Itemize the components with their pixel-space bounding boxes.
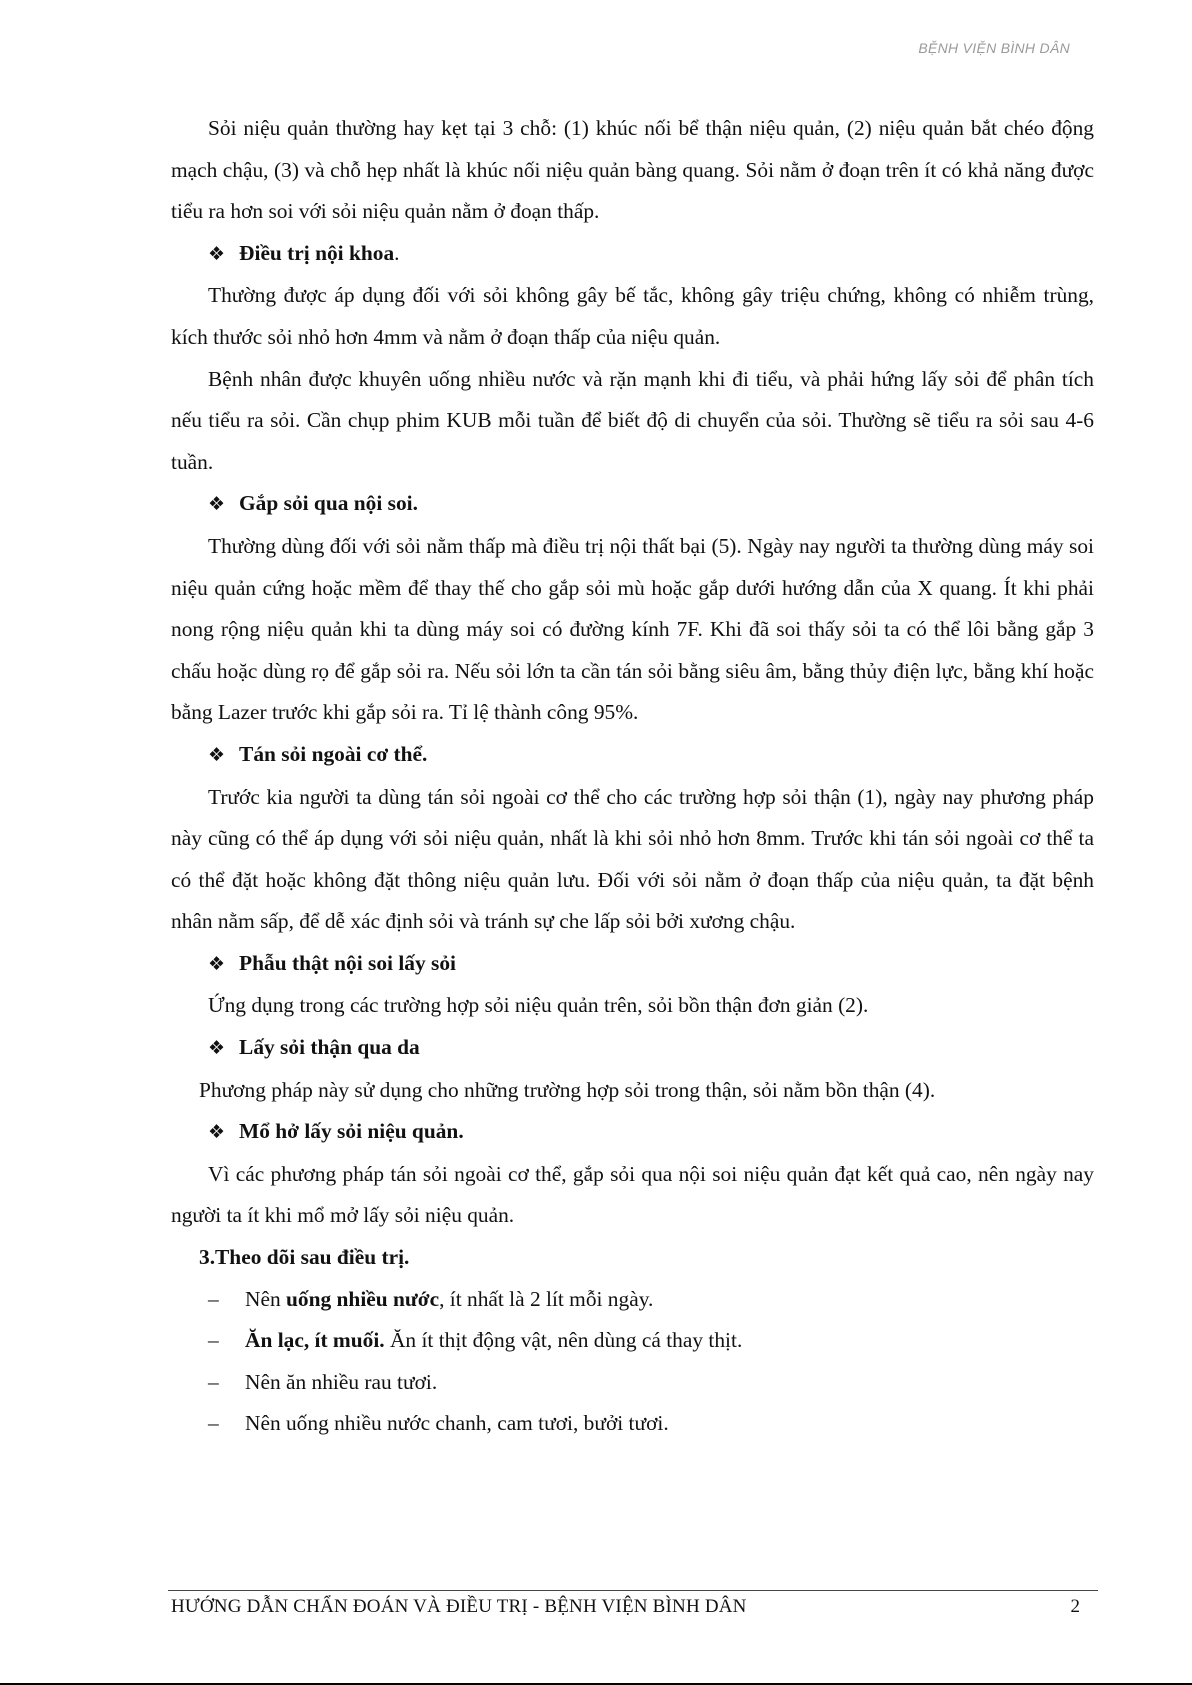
paragraph: Phương pháp này sử dụng cho những trường hợp sỏi trong thận, sỏi nằm bồn thận (4). xyxy=(199,1077,936,1102)
page-header: BỆNH VIỆN BÌNH DÂN xyxy=(918,40,1070,56)
subheading-text: Phẫu thật nội soi lấy sỏi xyxy=(239,950,456,975)
list-item: – Nên uống nhiều nước, ít nhất là 2 lít mỗi ngày. xyxy=(171,1279,1094,1321)
subheading xyxy=(171,1027,1094,1070)
paragraph: Thường dùng đối với sỏi nằm thấp mà điều trị nội thất bại (5). Ngày nay người ta thường dùng máy soi niệu quản cứng hoặc mềm để thay thế cho gắp sỏi mù hoặc gắp dưới hướng dẫn của X quang. Ít khi phải nong rộng niệu quản khi ta dùng máy soi có đường kính 7F. Khi đã soi thấy sỏi ta có thể lôi bằng gắp 3 chấu hoặc dùng rọ để gắp sỏi ra. Nếu sỏi lớn ta cần tán sỏi bằng siêu âm, bằng thủy điện lực, bằng khí hoặc bằng Lazer trước khi gắp sỏi ra. Tỉ lệ thành công 95%. xyxy=(171,533,1094,725)
diamond-bullet-icon: ❖ xyxy=(208,242,226,265)
list-item: – Nên uống nhiều nước chanh, cam tươi, bưởi tươi. xyxy=(171,1403,1094,1445)
subheading xyxy=(171,483,1094,526)
paragraph: Bệnh nhân được khuyên uống nhiều nước và rặn mạnh khi đi tiểu, và phải hứng lấy sỏi để phân tích nếu tiểu ra sỏi. Cần chụp phim KUB mỗi tuần để biết độ di chuyển của sỏi. Thường sẽ tiểu ra sỏi sau 4-6 tuần. xyxy=(171,366,1094,474)
dash-bullet: – xyxy=(208,1411,219,1436)
diamond-bullet-icon: ❖ xyxy=(208,952,226,975)
paragraph: Sỏi niệu quản thường hay kẹt tại 3 chỗ: (1) khúc nối bể thận niệu quản, (2) niệu quản bắt chéo động mạch chậu, (3) và chỗ hẹp nhất là khúc nối niệu quản bàng quang. Sỏi nằm ở đoạn trên ít có khả năng được tiểu ra hơn soi với sỏi niệu quản nằm ở đoạn thấp. xyxy=(171,116,1094,224)
subheading-text: Điều trị nội khoa xyxy=(239,240,395,265)
subheading xyxy=(171,233,1094,276)
subheading xyxy=(171,1111,1094,1154)
subheading-text: Mổ hở lấy sỏi niệu quản. xyxy=(239,1119,464,1144)
subheading-text: Lấy sỏi thận qua da xyxy=(239,1035,420,1060)
subheading xyxy=(171,734,1094,777)
diamond-bullet-icon: ❖ xyxy=(208,1121,226,1144)
diamond-bullet-icon: ❖ xyxy=(208,493,226,516)
subheading-text: Tán sỏi ngoài cơ thể. xyxy=(239,741,428,766)
diamond-bullet-icon: ❖ xyxy=(208,1037,226,1060)
diamond-bullet-icon: ❖ xyxy=(208,743,226,766)
section-heading: 3.Theo dõi sau điều trị. xyxy=(199,1245,410,1270)
dash-bullet: – xyxy=(208,1328,219,1353)
subheading xyxy=(171,943,1094,986)
dash-bullet: – xyxy=(208,1369,219,1394)
paragraph: Thường được áp dụng đối với sỏi không gây bế tắc, không gây triệu chứng, không có nhiễm trùng, kích thước sỏi nhỏ hơn 4mm và nằm ở đoạn thấp của niệu quản. xyxy=(171,283,1094,349)
paragraph: Ứng dụng trong các trường hợp sỏi niệu quản trên, sỏi bồn thận đơn giản (2). xyxy=(208,993,869,1018)
dash-bullet: – xyxy=(208,1286,219,1311)
footer-title: HƯỚNG DẪN CHẨN ĐOÁN VÀ ĐIỀU TRỊ - BỆNH VIỆN BÌNH DÂN xyxy=(171,1596,747,1617)
subheading-tail: . xyxy=(394,240,400,265)
list-item: – Ăn lạc, ít muối. Ăn ít thịt động vật, nên dùng cá thay thịt. xyxy=(171,1320,1094,1362)
subheading-text: Gắp sỏi qua nội soi. xyxy=(239,491,418,516)
document-body xyxy=(171,108,1094,1445)
list-item: – Nên ăn nhiều rau tươi. xyxy=(171,1362,1094,1404)
paragraph: Trước kia người ta dùng tán sỏi ngoài cơ thể cho các trường hợp sỏi thận (1), ngày nay phương pháp này cũng có thể áp dụng với sỏi niệu quản, nhất là khi sỏi nhỏ hơn 8mm. Trước khi tán sỏi ngoài cơ thể ta có thể đặt hoặc không đặt thông niệu quản lưu. Đối với sỏi nằm ở đoạn thấp của niệu quản, ta đặt bệnh nhân nằm sấp, để dễ xác định sỏi và tránh sự che lấp sỏi bởi xương chậu. xyxy=(171,784,1094,934)
paragraph: Vì các phương pháp tán sỏi ngoài cơ thể, gắp sỏi qua nội soi niệu quản đạt kết quả cao, nên ngày nay người ta ít khi mổ mở lấy sỏi niệu quản. xyxy=(171,1161,1094,1228)
page-number: 2 xyxy=(1070,1596,1080,1617)
footer-divider xyxy=(168,1590,1098,1591)
